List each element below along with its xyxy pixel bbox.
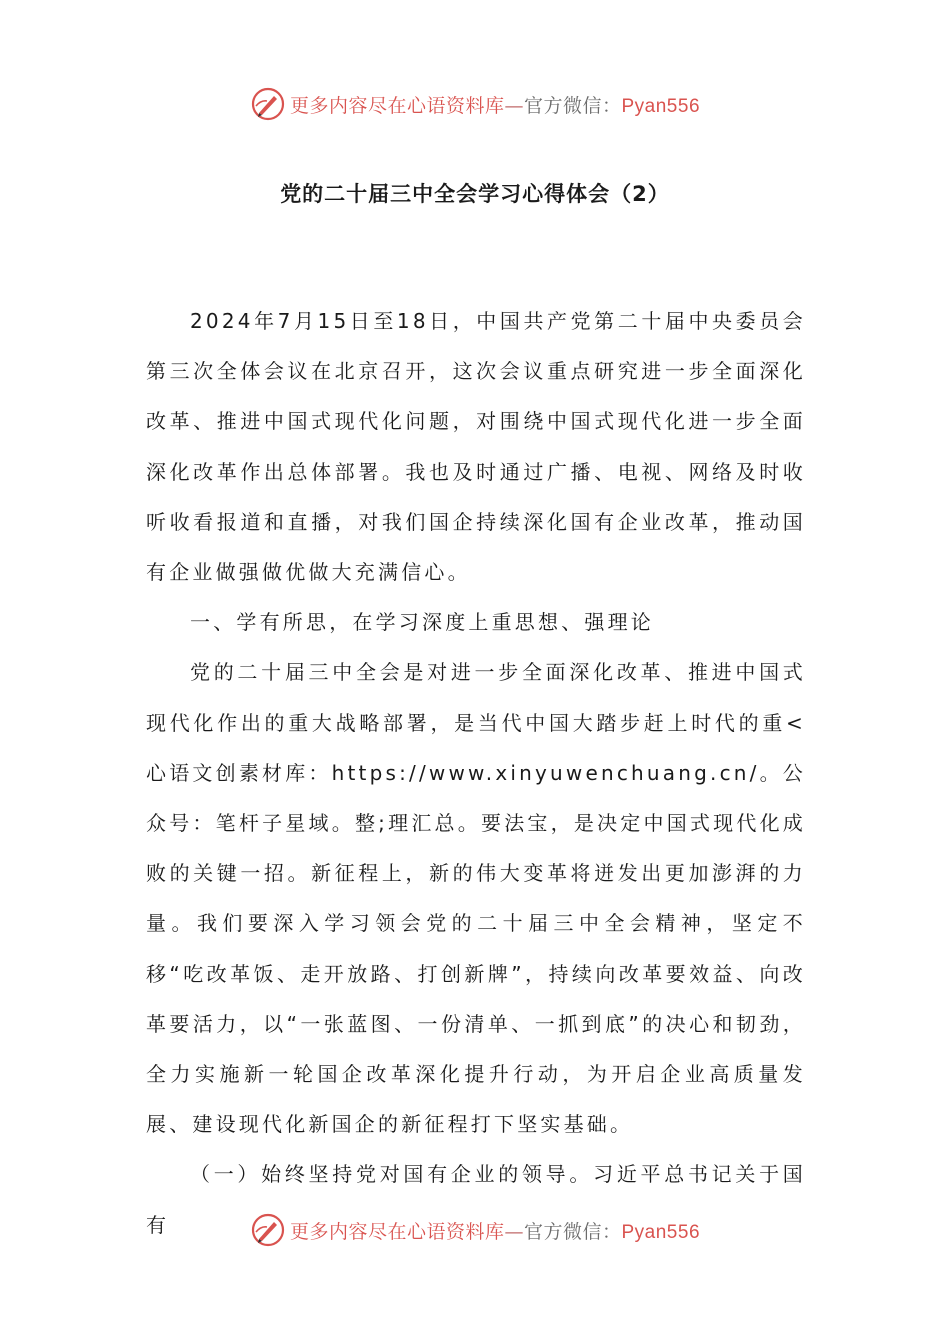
- document-body: [146, 296, 806, 1250]
- section-heading: 一、学有所思，在学习深度上重思想、强理论: [190, 610, 654, 635]
- paragraph-intro: 2024年7月15日至18日，中国共产党第二十届中央委员会第三次全体会议在北京召开，这次会议重点研究进一步全面深化改革、推进中国式现代化问题，对围绕中国式现代化进一步全面深化改革作出总体部署。我也及时通过广播、电视、网络及时收听收看报道和直播，对我们国企持续深化国有企业改革，推动国有企业做强做优做大充满信心。: [146, 309, 806, 585]
- pen-logo-icon: [250, 86, 286, 122]
- document-title: 党的二十届三中全会学习心得体会（2）: [280, 182, 670, 206]
- banner-text: 更多内容尽在心语资料库: [289, 94, 505, 117]
- banner-text: 更多内容尽在心语资料库: [289, 1220, 505, 1243]
- wechat-id: Pyan556: [621, 1221, 701, 1243]
- wechat-label: 官方微信：: [523, 1220, 622, 1243]
- wechat-label: 官方微信：: [523, 94, 622, 117]
- pen-logo-icon: [250, 1212, 286, 1248]
- banner-text-group: [290, 91, 700, 118]
- subsection-heading: （一）始终坚持党对国有企业的领导。习近平总书记关于国有: [146, 1162, 806, 1237]
- banner-text-group: [290, 1217, 700, 1244]
- paragraph-body: 党的二十届三中全会是对进一步全面深化改革、推进中国式现代化作出的重大战略部署，是当代中国大踏步赶上时代的重<心语文创素材库：https://www.xinyuwenchuang.cn/。公众号：笔杆子星域。整;理汇总。要法宝，是决定中国式现代化成败的关键一招。新征程上，新的伟大变革将迸发出更加澎湃的力量。我们要深入学习领会党的二十届三中全会精神，坚定不移“吃改革饭、走开放路、打创新牌”，持续向改革要效益、向改革要活力，以“一张蓝图、一份清单、一抓到底”的决心和韧劲，全力实施新一轮国企改革深化提升行动，为开启企业高质量发展、建设现代化新国企的新征程打下坚实基础。: [146, 660, 806, 1137]
- banner-separator: —: [504, 1220, 524, 1243]
- banner-separator: —: [504, 94, 524, 117]
- wechat-id: Pyan556: [621, 95, 701, 117]
- header-banner: [0, 84, 950, 124]
- footer-banner: [0, 1210, 950, 1250]
